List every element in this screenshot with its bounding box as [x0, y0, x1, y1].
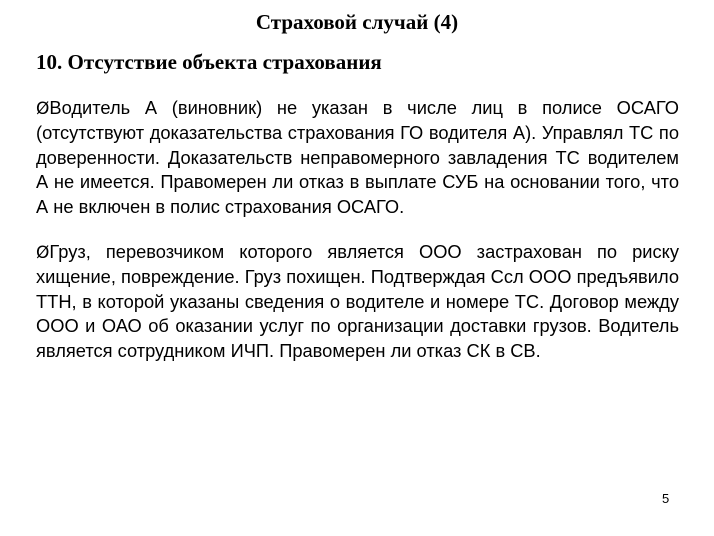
page-number: 5 — [662, 491, 670, 506]
arrowhead-bullet-icon: Ø — [36, 99, 50, 119]
case-paragraph-1 — [36, 96, 679, 219]
slide-subtitle: 10. Отсутствие объекта страхования — [36, 50, 382, 74]
case-paragraph-2 — [36, 240, 679, 363]
case-text-2: Груз, перевозчиком которого является ООО застрахован по риску хищение, повреждение. Груз похищен. Подтверждая Ссл ООО предъявило ТТН, в которой указаны сведения о водителе и номере ТС. Договор между ООО и ОАО об оказании услуг по организации доставки грузов. Водитель является сотрудником ИЧП. Правомерен ли отказ СК в СВ. — [36, 241, 679, 361]
slide-title: Страховой случай (4) — [255, 10, 459, 34]
case-text-1: Водитель А (виновник) не указан в числе лиц в полисе ОСАГО (отсутствуют доказательства страхования ГО водителя А). Управлял ТС по доверенности. Доказательств неправомерного завладения ТС водителем А не имеется. Правомерен ли отказ в выплате СУБ на основании того, что А не включен в полис страхования ОСАГО. — [36, 97, 679, 217]
arrowhead-bullet-icon: Ø — [36, 243, 50, 263]
